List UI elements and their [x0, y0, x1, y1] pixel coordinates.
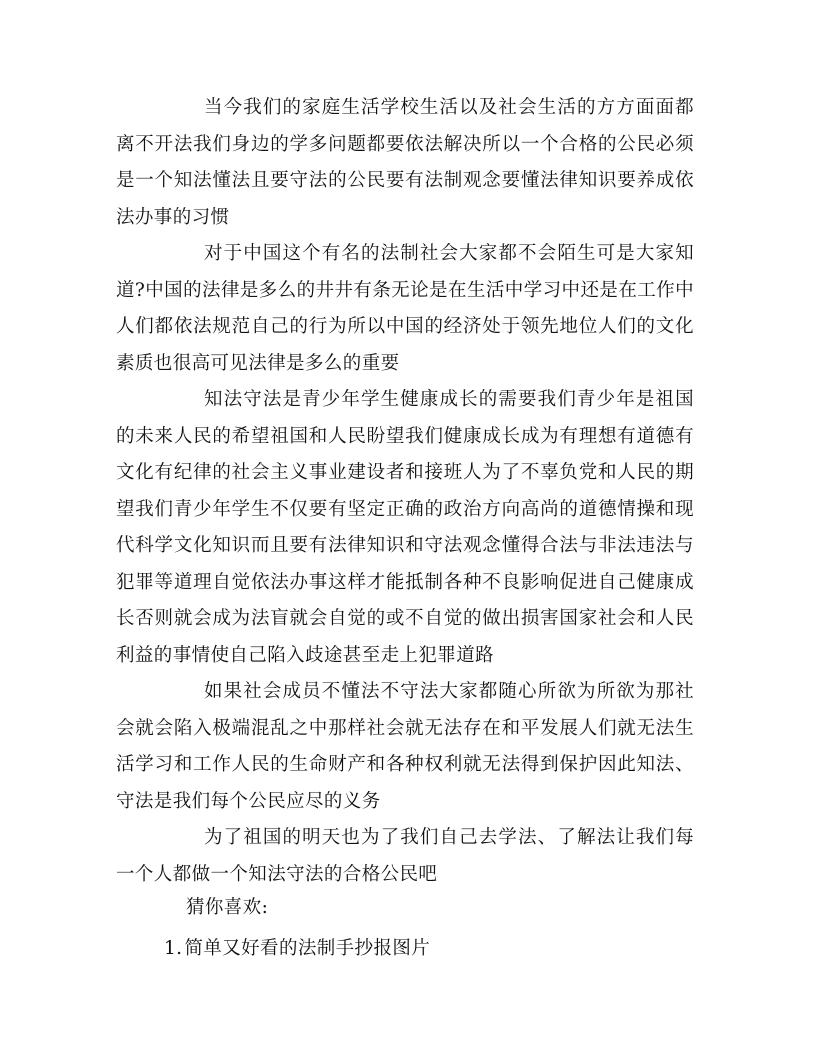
paragraph-1: 当今我们的家庭生活学校生活以及社会生活的方方面面都离不开法我们身边的学多问题都要依法解决所以一个合格的公民必须是一个知法懂法且要守法的公民要有法制观念要懂法律知识要养成依法办事的习惯 [116, 97, 694, 228]
related-item-link[interactable]: 简单又好看的法制手抄报图片 [184, 937, 431, 959]
related-item-1[interactable] [164, 931, 694, 968]
related-section [116, 890, 694, 967]
paragraph-3: 知法守法是青少年学生健康成长的需要我们青少年是祖国的未来人民的希望祖国和人民盼望我们健康成长成为有理想有道德有文化有纪律的社会主义事业建设者和接班人为了不辜负党和人民的期望我们青少年学生不仅要有坚定正确的政治方向高尚的道德情操和现代科学文化知识而且要有法律知识和守法观念懂得合法与非法违法与犯罪等道理自觉依法办事这样才能抵制各种不良影响促进自己健康成长否则就会成为法盲就会自觉的或不自觉的做出损害国家社会和人民利益的事情使自己陷入歧途甚至走上犯罪道路 [116, 389, 694, 666]
article-body [116, 90, 694, 893]
paragraph-4: 如果社会成员不懂法不守法大家都随心所欲为所欲为那社会就会陷入极端混乱之中那样社会就无法存在和平发展人们就无法生活学习和工作人民的生命财产和各种权利就无法得到保护因此知法、守法是我们每个公民应尽的义务 [116, 681, 694, 812]
related-list [116, 931, 694, 968]
related-item-number: 1. [164, 937, 183, 959]
paragraph-5: 为了祖国的明天也为了我们自己去学法、了解法让我们每一个人都做一个知法守法的合格公民吧 [116, 827, 694, 885]
guess-you-like-label: 猜你喜欢: [186, 897, 269, 918]
paragraph-2: 对于中国这个有名的法制社会大家都不会陌生可是大家知道?中国的法律是多么的井井有条无论是在生活中学习中还是在工作中人们都依法规范自己的行为所以中国的经济处于领先地位人们的文化素质也很高可见法律是多么的重要 [116, 243, 694, 374]
